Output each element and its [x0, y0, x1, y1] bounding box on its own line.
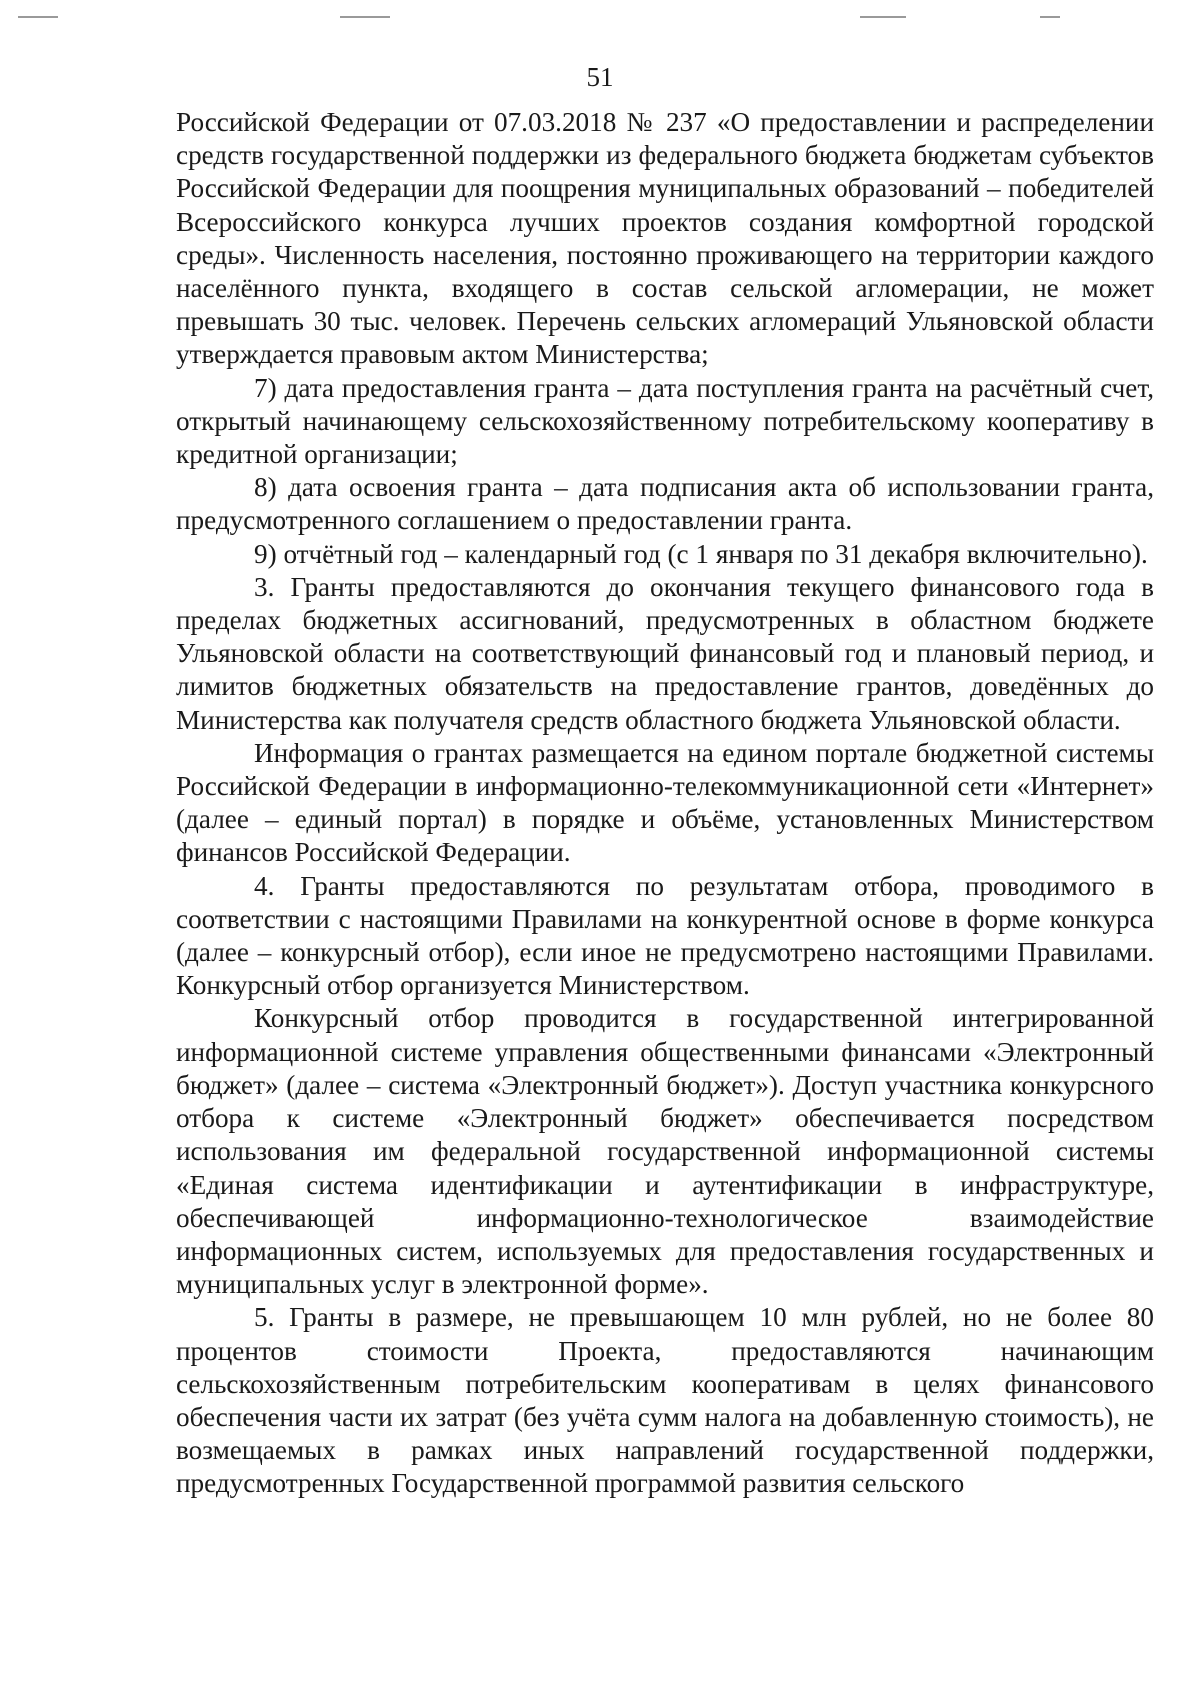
paragraph-item-9: 9) отчётный год – календарный год (с 1 января по 31 декабря включительно). [254, 538, 1148, 569]
paragraph-continuation: Российской Федерации от 07.03.2018 № 237 «О предоставлении и распределении средств государственной поддержки из федерального бюджета бюджетам субъектов Российской Федерации для поощрения муниципальных образований – победителей Всероссийского конкурса лучших проектов создания комфортной городской среды». Численность населения, постоянно проживающего на территории каждого населённого пункта, входящего в состав сельской агломерации, не может превышать 30 тыс. человек. Перечень сельских агломераций Ульяновской области утверждается правовым актом Министерства; [176, 107, 1154, 370]
page-number: 51 [586, 62, 614, 92]
scan-artifact [860, 16, 906, 18]
scan-artifact [1040, 16, 1060, 18]
paragraph-section-5: 5. Гранты в размере, не превышающем 10 млн рублей, но не более 80 процентов стоимости Проекта, предоставляются начинающим сельскохозяйственным потребительским кооперативам в целях финансового обеспечения части их затрат (без учёта сумм налога на добавленную стоимость), не возмещаемых в рамках иных направлений государственной поддержки, предусмотренных Государственной программой развития сельского [176, 1302, 1154, 1499]
scan-artifact [18, 16, 58, 18]
document-body [176, 106, 1154, 1501]
paragraph-section-4: 4. Гранты предоставляются по результатам отбора, проводимого в соответствии с настоящими Правилами на конкурентной основе в форме конкурса (далее – конкурсный отбор), если иное не предусмотрено настоящими Правилами. Конкурсный отбор организуется Министерством. [176, 870, 1154, 1001]
scan-artifact [340, 16, 390, 18]
paragraph-section-3: 3. Гранты предоставляются до окончания текущего финансового года в пределах бюджетных ассигнований, предусмотренных в областном бюджете Ульяновской области на соответствующий финансовый год и плановый период, и лимитов бюджетных обязательств на предоставление грантов, доведённых до Министерства как получателя средств областного бюджета Ульяновской области. [176, 571, 1154, 735]
paragraph-item-7: 7) дата предоставления гранта – дата поступления гранта на расчётный счет, открытый начинающему сельскохозяйственному потребительскому кооперативу в кредитной организации; [176, 372, 1154, 470]
paragraph-grant-info: Информация о грантах размещается на едином портале бюджетной системы Российской Федерации в информационно-телекоммуникационной сети «Интернет» (далее – единый портал) в порядке и объёме, установленных Министерством финансов Российской Федерации. [176, 737, 1154, 868]
paragraph-item-8: 8) дата освоения гранта – дата подписания акта об использовании гранта, предусмотренного соглашением о предоставлении гранта. [176, 472, 1154, 536]
paragraph-electronic-budget: Конкурсный отбор проводится в государственной интегрированной информационной системе управления общественными финансами «Электронный бюджет» (далее – система «Электронный бюджет»). Доступ участника конкурсного отбора к системе «Электронный бюджет» обеспечивается посредством использования им федеральной государственной информационной системы «Единая система идентификации и аутентификации в инфраструктуре, обеспечивающей информационно-технологическое взаимодействие информационных систем, используемых для предоставления государственных и муниципальных услуг в электронной форме». [176, 1003, 1154, 1300]
